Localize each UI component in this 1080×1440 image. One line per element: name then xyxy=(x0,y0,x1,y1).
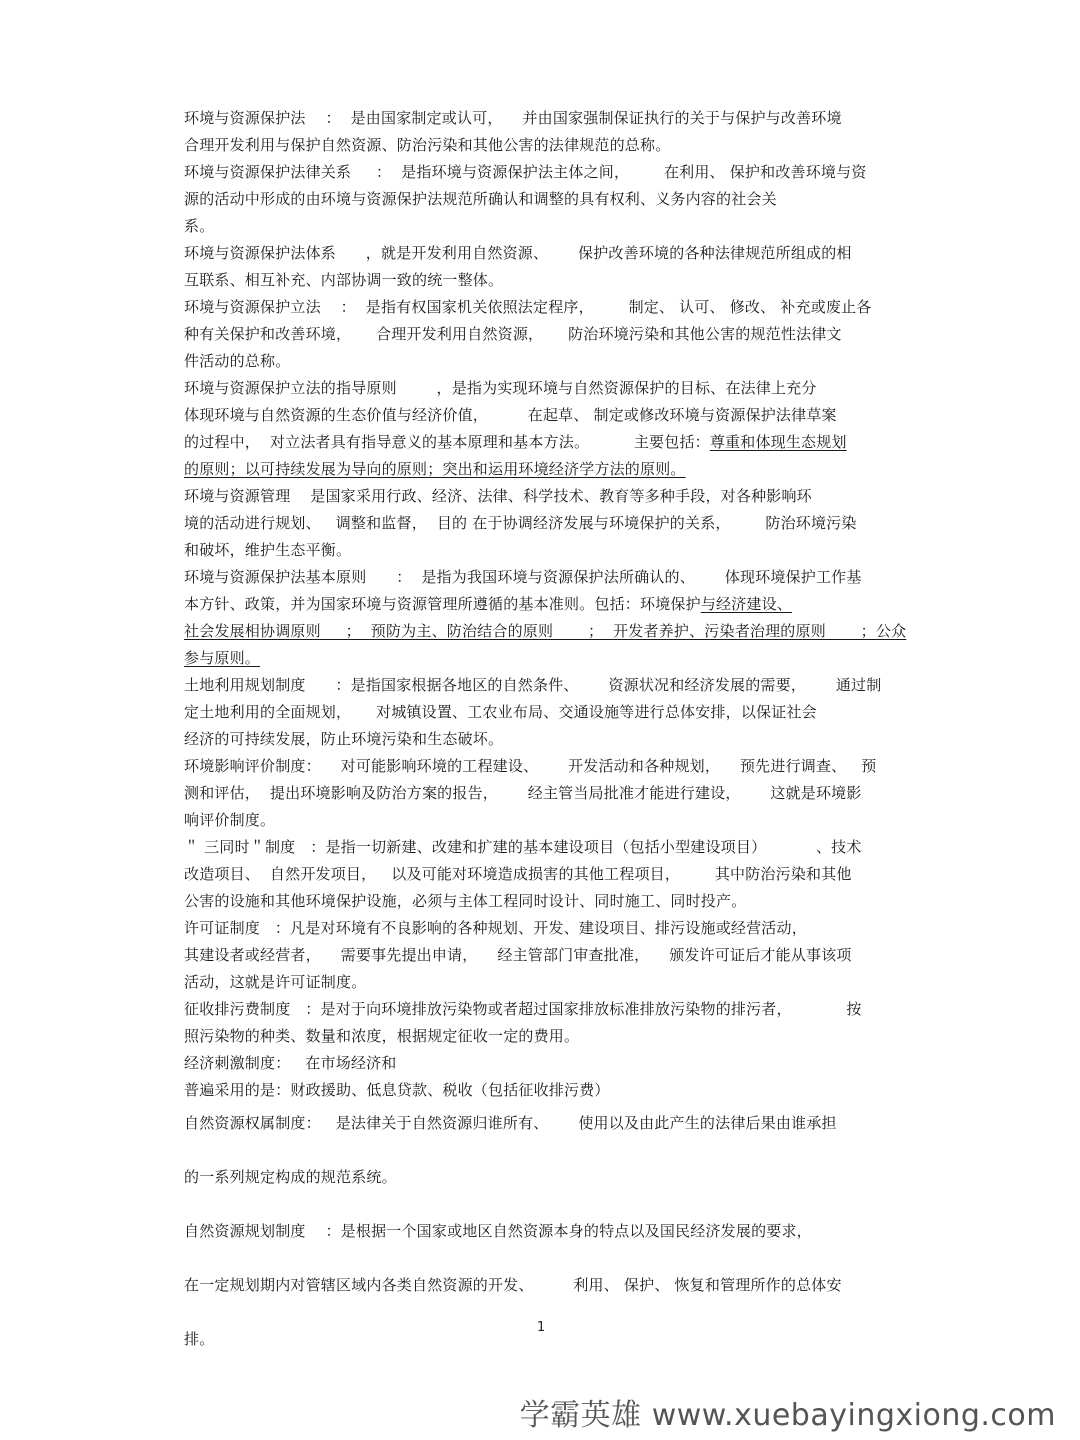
text-line: 源的活动中形成的由环境与资源保护法规范所确认和调整的具有权利、义务内容的社会关 xyxy=(184,190,777,208)
text-line: 其建设者或经营者， 需要事先提出申请， 经主管部门审查批准， 颁发许可证后才能从事该项 xyxy=(184,946,852,964)
text-line-with-underline xyxy=(184,429,900,456)
text-line: 自然资源规划制度 ：是根据一个国家或地区自然资源本身的特点以及国民经济发展的要求， xyxy=(184,1222,812,1240)
text-line: 活动，这就是许可证制度。 xyxy=(184,973,367,991)
text-line: 在一定规划期内对管辖区域内各类自然资源的开发、 利用、 保护、 恢复和管理所作的总体安 xyxy=(184,1276,842,1294)
document-body xyxy=(184,105,907,1353)
text-line-with-underline xyxy=(184,618,907,645)
page-number: 1 xyxy=(537,1320,546,1335)
text-line: 环境与资源保护法律关系 ： 是指环境与资源保护法主体之间， 在利用、 保护和改善环境与资 xyxy=(184,163,867,181)
text-line: 经济刺激制度： 在市场经济和 xyxy=(184,1054,397,1072)
text-line: 系。 xyxy=(184,217,215,235)
text-line: 环境与资源保护法基本原则 ： 是指为我国环境与资源保护法所确认的、 体现环境保护工作基 xyxy=(184,568,862,586)
text-line: 本方针、政策，并为国家环境与资源管理所遵循的基本准则。包括：环境保护 xyxy=(184,595,701,613)
underlined-text: 参与原则。 xyxy=(184,649,261,667)
text-line: 经济的可持续发展，防止环境污染和生态破坏。 xyxy=(184,730,504,748)
text-line: 环境与资源保护立法的指导原则 ，是指为实现环境与自然资源保护的目标、在法律上充分 xyxy=(184,379,817,397)
text-line: 种有关保护和改善环境， 合理开发利用自然资源， 防治环境污染和其他公害的规范性法律文 xyxy=(184,325,842,343)
text-line: 普遍采用的是：财政援助、低息贷款、税收（包括征收排污费） xyxy=(184,1081,610,1099)
text-line: 环境与资源保护法体系 ，就是开发利用自然资源、 保护改善环境的各种法律规范所组成的相 xyxy=(184,244,852,262)
text-line: 测和评估， 提出环境影响及防治方案的报告， 经主管当局批准才能进行建设， 这就是环境影 xyxy=(184,784,862,802)
text-line: 改造项目、 自然开发项目， 以及可能对环境造成损害的其他工程项目， 其中防治污染和其他 xyxy=(184,865,852,883)
text-line: 境的活动进行规划、 调整和监督， 目的 在于协调经济发展与环境保护的关系， 防治环境污染 xyxy=(184,514,857,532)
paragraph-block-3 xyxy=(184,672,900,1104)
underlined-text: 的原则；以可持续发展为导向的原则；突出和运用环境经济学方法的原则。 xyxy=(184,460,686,478)
paragraph-block-4 xyxy=(184,1110,900,1353)
text-line: ＂ 三同时＂制度 ：是指一切新建、改建和扩建的基本建设项目（包括小型建设项目） 、技术 xyxy=(184,838,862,856)
text-line: 合理开发利用与保护自然资源、防治污染和其他公害的法律规范的总称。 xyxy=(184,136,671,154)
text-line-with-underline xyxy=(184,645,900,672)
text-line: 土地利用规划制度 ：是指国家根据各地区的自然条件、 资源状况和经济发展的需要， 通过制 xyxy=(184,676,882,694)
paragraph-block-1 xyxy=(184,105,900,483)
text-line: 环境影响评价制度： 对可能影响环境的工程建设、 开发活动和各种规划， 预先进行调查、 预 xyxy=(184,757,877,775)
text-line: 环境与资源管理 是国家采用行政、经济、法律、科学技术、教育等多种手段，对各种影响环 xyxy=(184,487,812,505)
text-line: 的一系列规定构成的规范系统。 xyxy=(184,1168,397,1186)
text-line: 体现环境与自然资源的生态价值与经济价值， 在起草、 制定或修改环境与资源保护法律草案 xyxy=(184,406,837,424)
underlined-text: 社会发展相协调原则 ； 预防为主、防治结合的原则 ； 开发者养护、污染者治理的原则 ；公众 xyxy=(184,622,907,640)
underlined-text: 尊重和体现生态规划 xyxy=(709,433,847,451)
text-line-with-underline xyxy=(184,591,900,618)
text-line: 的过程中， 对立法者具有指导意义的基本原理和基本方法。 主要包括： xyxy=(184,433,710,451)
text-line: 响评价制度。 xyxy=(184,811,276,829)
text-line: 自然资源权属制度： 是法律关于自然资源归谁所有、 使用以及由此产生的法律后果由谁承担 xyxy=(184,1114,837,1132)
text-line: 和破坏，维护生态平衡。 xyxy=(184,541,352,559)
text-line: 定土地利用的全面规划， 对城镇设置、工农业布局、交通设施等进行总体安排，以保证社会 xyxy=(184,703,817,721)
text-line-with-underline xyxy=(184,456,900,483)
text-line: 互联系、相互补充、内部协调一致的统一整体。 xyxy=(184,271,504,289)
watermark: 学霸英雄 www.xuebayingxiong.com xyxy=(519,1398,1056,1433)
text-line: 排。 xyxy=(184,1330,215,1348)
text-line: 环境与资源保护法 ： 是由国家制定或认可， 并由国家强制保证执行的关于与保护与改善环境 xyxy=(184,109,842,127)
text-line: 征收排污费制度 ：是对于向环境排放污染物或者超过国家排放标准排放污染物的排污者， 按 xyxy=(184,1000,862,1018)
text-line: 照污染物的种类、数量和浓度，根据规定征收一定的费用。 xyxy=(184,1027,580,1045)
text-line: 许可证制度 ：凡是对环境有不良影响的各种规划、开发、建设项目、排污设施或经营活动， xyxy=(184,919,807,937)
text-line: 公害的设施和其他环境保护设施，必须与主体工程同时设计、同时施工、同时投产。 xyxy=(184,892,747,910)
text-line: 环境与资源保护立法 ： 是指有权国家机关依照法定程序， 制定、 认可、 修改、 补充或废止各 xyxy=(184,298,872,316)
underlined-text: 与经济建设、 xyxy=(700,595,793,613)
paragraph-block-2 xyxy=(184,483,907,672)
text-line: 件活动的总称。 xyxy=(184,352,291,370)
